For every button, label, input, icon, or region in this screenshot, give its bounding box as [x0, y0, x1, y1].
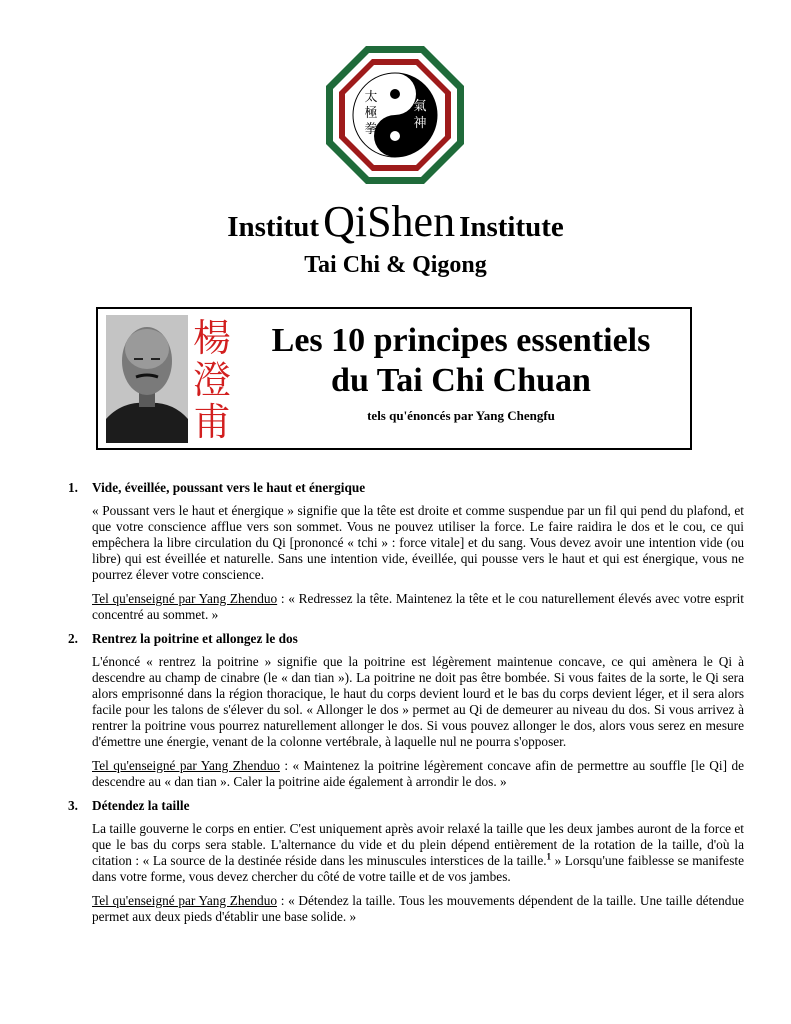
yang-chengfu-portrait — [106, 315, 188, 443]
qishen-logo — [326, 46, 464, 184]
title-banner — [96, 307, 692, 450]
logo-char-right-2: 神 — [413, 116, 427, 131]
body-after-footnote: » Lorsqu'une faiblesse se manifeste dans votre forme, vous devez chercher du côté de votre taille et de vos jambes. — [92, 853, 744, 884]
section-title: Détendez la taille — [92, 798, 190, 813]
quote-text: : « Détendez la taille. Tous les mouvements dépendent de la taille. Une taille détendue permet aux deux pieds d'établir une base solide. » — [92, 893, 744, 924]
section-quote — [92, 591, 744, 623]
body-before-footnote: La taille gouverne le corps en entier. C'est uniquement après avoir relaxé la taille que les deux jambes auront de la force et que le bas du corps sera stable. L'alternance du vide et du plein dépend entièrement de la rotation de la taille, d'où la citation : « La source de la destinée réside dans les minuscules interstices de la taille. — [92, 821, 744, 868]
section-number: 2. — [68, 631, 78, 646]
principle-section — [68, 631, 744, 790]
main-title-line-2: du Tai Chi Chuan — [331, 362, 591, 399]
title-word-right: Institute — [459, 211, 564, 243]
chinese-name-vertical: 楊 澄 甫 — [192, 316, 231, 444]
section-quote — [92, 758, 744, 790]
main-title-line-1: Les 10 principes essentiels — [271, 322, 651, 359]
institute-subtitle: Tai Chi & Qigong — [304, 252, 487, 278]
title-word-center: QiShen — [323, 197, 456, 246]
section-body — [92, 821, 744, 885]
institute-title — [0, 197, 791, 246]
principles-list — [68, 480, 744, 933]
principle-section — [68, 798, 744, 925]
quote-label: Tel qu'enseigné par Yang Zhenduo — [92, 591, 278, 606]
banner-subtitle: tels qu'énoncés par Yang Chengfu — [367, 408, 555, 423]
section-body: L'énoncé « rentrez la poitrine » signifie que la poitrine est légèrement maintenue concave, ce qui amènera le Qi à descendre au champ de cinabre (le « dan tian »). La poitrine ne doit pas être bombée. Si vous faites de la sorte, le Qi sera alors emprisonné dans la région thoracique, le haut du corps devient lourd et le bas du corps devient léger, et il sera alors facile pour les talons de s'élever du sol. « Allonger le dos » permet au Qi de demeurer au niveau du dos. Si vous arrivez à rentrer la poitrine vous pourrez naturellement allonger le dos. Si vous pouvez allonger le dos, alors vous serez en mesure d'émettre une énergie, venant de la colonne vertébrale, à laquelle nul ne pourra s'opposer. — [92, 654, 744, 749]
quote-label: Tel qu'enseigné par Yang Zhenduo — [92, 893, 277, 908]
section-title: Vide, éveillée, poussant vers le haut et énergique — [92, 480, 366, 495]
section-number: 1. — [68, 480, 78, 495]
logo-char-left-3: 拳 — [364, 122, 378, 137]
quote-label: Tel qu'enseigné par Yang Zhenduo — [92, 758, 280, 773]
logo-char-left-1: 太 — [364, 90, 378, 105]
section-heading — [68, 480, 744, 496]
title-word-left: Institut — [227, 211, 320, 243]
section-title: Rentrez la poitrine et allongez le dos — [92, 631, 298, 646]
section-quote — [92, 893, 744, 925]
section-number: 3. — [68, 798, 78, 813]
logo-char-left-2: 極 — [364, 106, 378, 121]
principle-section — [68, 480, 744, 623]
section-heading — [68, 631, 744, 647]
footnote-marker[interactable]: 1 — [546, 851, 552, 862]
main-title — [228, 321, 694, 401]
quote-text: : « Redressez la tête. Maintenez la tête et le cou naturellement élevés avec votre esprit concentré au sommet. » — [92, 591, 744, 622]
logo-char-right-1: 氣 — [413, 99, 427, 114]
section-body: « Poussant vers le haut et énergique » signifie que la tête est droite et comme suspendue par un fil qui pend du plafond, et que votre conscience afflue vers son sommet. Vous ne pouvez utiliser la force. Le faire raidira le dos et le cou, ce qui empêchera la libre circulation du Qi [prononcé « tchi » : force vitale] et du sang. Vous devez avoir une intention vide (ou libre) qui est éveillée et naturelle. Sans une intention vide, éveillée, qui pousse vers le haut et qui est énergique, vous ne pourrez élever votre conscience. — [92, 503, 744, 582]
section-heading — [68, 798, 744, 814]
quote-text: : « Maintenez la poitrine légèrement concave afin de permettre au souffle [le Qi] de descendre au « dan tian ». Caler la poitrine aide également à arrondir le dos. » — [92, 758, 744, 789]
